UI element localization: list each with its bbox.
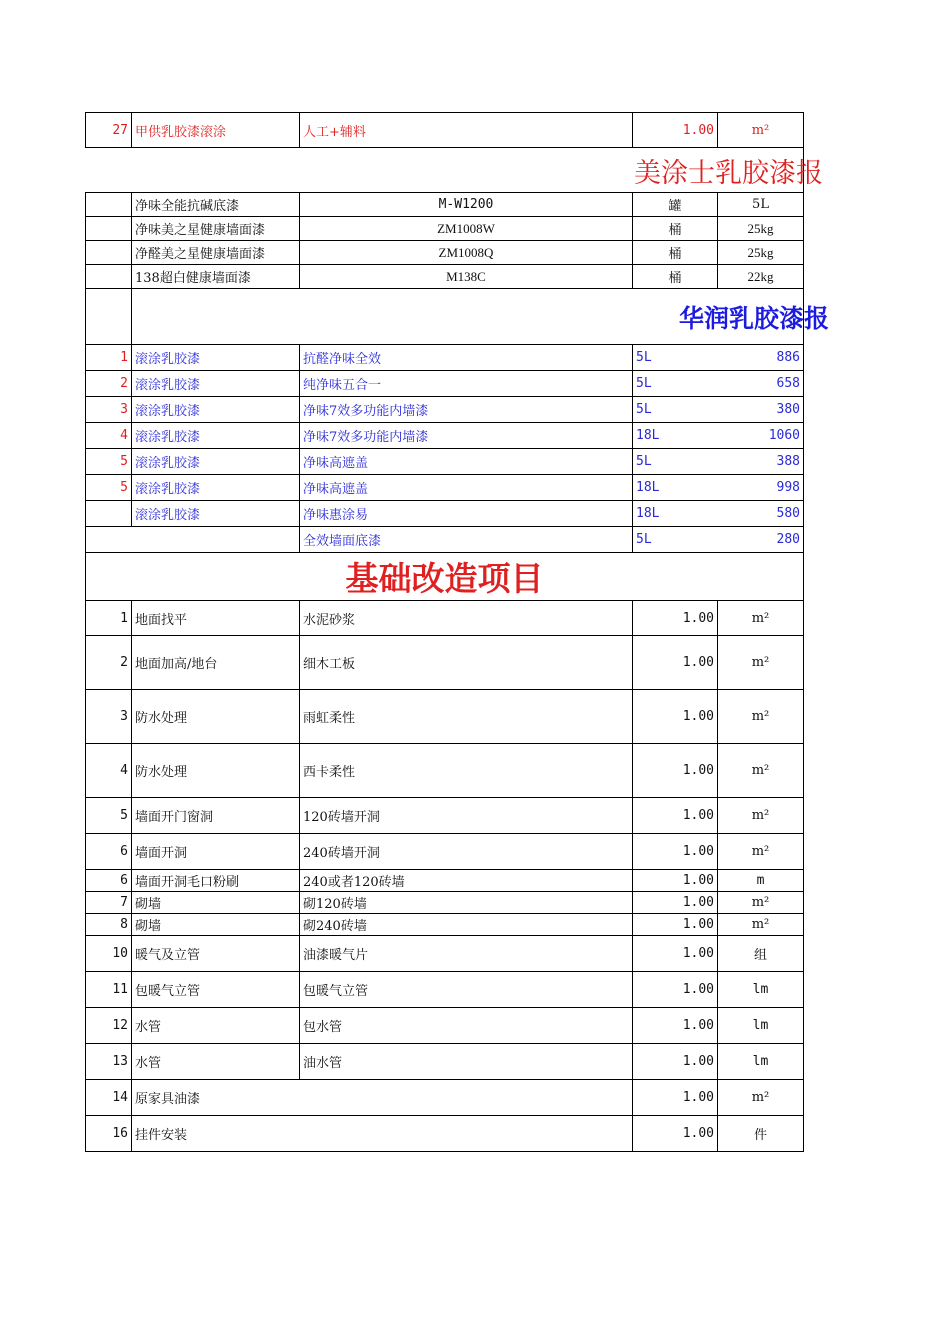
row-number: 5 [86,449,132,475]
product-spec: 18L [633,475,718,501]
table-row [86,1044,804,1080]
product-name: 净味7效多功能内墙漆 [300,397,633,423]
row-number: 4 [86,423,132,449]
product-pack: 罐 [633,193,718,217]
item-material: 水泥砂浆 [300,601,633,636]
product-price: 658 [718,371,804,397]
item-name: 甲供乳胶漆滚涂 [132,113,300,148]
item-qty: 1.00 [633,914,718,936]
quote-sheet [85,112,829,1152]
product-price: 886 [718,345,804,371]
table-row [86,1080,804,1116]
item-qty: 1.00 [633,601,718,636]
section-title-meitushi: 美涂士乳胶漆报 [634,157,823,189]
item-name: 墙面开洞 [132,834,300,870]
item-unit: m² [718,601,804,636]
item-unit: lm [718,1008,804,1044]
item-unit: m² [718,744,804,798]
product-name: 净味美之星健康墙面漆 [132,217,300,241]
item-unit: m² [718,636,804,690]
table-row [86,423,804,449]
table-row [86,265,804,289]
item-name: 滚涂乳胶漆 [132,449,300,475]
item-material: 雨虹柔性 [300,690,633,744]
row-number: 11 [86,972,132,1008]
product-pack: 桶 [633,241,718,265]
item-unit: m² [718,690,804,744]
table-row [86,892,804,914]
item-unit: m² [718,1080,804,1116]
item-qty: 1.00 [633,936,718,972]
item-material: 240或者120砖墙 [300,870,633,892]
row-number: 3 [86,690,132,744]
table-row [86,371,804,397]
section-title-row [86,553,804,601]
row-number: 4 [86,744,132,798]
item-qty: 1.00 [633,690,718,744]
section-title-base: 基础改造项目 [345,559,544,598]
product-model: M138C [300,265,633,289]
item-name: 地面加高/地台 [132,636,300,690]
row-number: 5 [86,475,132,501]
item-name: 水管 [132,1044,300,1080]
item-name: 包暖气立管 [132,972,300,1008]
section-title-row [86,289,804,345]
table-row [86,217,804,241]
product-size: 25kg [718,217,804,241]
item-name: 滚涂乳胶漆 [132,397,300,423]
item-material: 人工+辅料 [300,113,633,148]
item-name: 滚涂乳胶漆 [132,371,300,397]
row-number: 10 [86,936,132,972]
product-price: 998 [718,475,804,501]
item-name: 滚涂乳胶漆 [132,475,300,501]
item-unit: lm [718,1044,804,1080]
item-qty: 1.00 [633,1080,718,1116]
row-number: 6 [86,834,132,870]
section-title-huarun: 华润乳胶漆报 [678,303,829,333]
item-qty: 1.00 [633,636,718,690]
item-name: 滚涂乳胶漆 [132,501,300,527]
item-material: 西卡柔性 [300,744,633,798]
table-row [86,601,804,636]
product-price: 280 [718,527,804,553]
table-row [86,241,804,265]
item-qty: 1.00 [633,1044,718,1080]
item-unit: 件 [718,1116,804,1152]
item-material: 油漆暖气片 [300,936,633,972]
item-name: 地面找平 [132,601,300,636]
item-name: 原家具油漆 [132,1080,633,1116]
item-material: 砌240砖墙 [300,914,633,936]
row-number: 2 [86,371,132,397]
item-material: 包水管 [300,1008,633,1044]
item-name: 砌墙 [132,892,300,914]
item-qty: 1.00 [633,113,718,148]
product-model: ZM1008Q [300,241,633,265]
item-name: 挂件安装 [132,1116,633,1152]
item-material: 240砖墙开洞 [300,834,633,870]
item-name: 暖气及立管 [132,936,300,972]
item-qty: 1.00 [633,834,718,870]
row-number: 1 [86,345,132,371]
item-qty: 1.00 [633,892,718,914]
product-name: 138超白健康墙面漆 [132,265,300,289]
product-size: 25kg [718,241,804,265]
section-title-row [86,148,804,193]
product-name: 净味7效多功能内墙漆 [300,423,633,449]
table-row [86,501,804,527]
row-number: 8 [86,914,132,936]
product-price: 580 [718,501,804,527]
product-name: 纯净味五合一 [300,371,633,397]
table-row [86,914,804,936]
item-material: 砌120砖墙 [300,892,633,914]
row-number: 3 [86,397,132,423]
product-spec: 5L [633,527,718,553]
product-spec: 5L [633,345,718,371]
item-unit: m [718,870,804,892]
row-number: 13 [86,1044,132,1080]
table-row [86,690,804,744]
row-number: 6 [86,870,132,892]
item-name: 砌墙 [132,914,300,936]
product-name: 净味高遮盖 [300,449,633,475]
item-unit: m² [718,113,804,148]
table-row [86,798,804,834]
product-size: 5L [718,193,804,217]
row-number: 1 [86,601,132,636]
row-number: 14 [86,1080,132,1116]
row-number: 16 [86,1116,132,1152]
item-unit: m² [718,834,804,870]
item-name: 滚涂乳胶漆 [132,423,300,449]
table-row [86,397,804,423]
product-name: 净味惠涂易 [300,501,633,527]
table-row [86,870,804,892]
table-row [86,1116,804,1152]
item-name: 防水处理 [132,744,300,798]
item-qty: 1.00 [633,1116,718,1152]
item-name: 墙面开洞毛口粉刷 [132,870,300,892]
row-number: 5 [86,798,132,834]
item-qty: 1.00 [633,870,718,892]
product-name: 净味高遮盖 [300,475,633,501]
item-name: 墙面开门窗洞 [132,798,300,834]
product-name: 净味全能抗碱底漆 [132,193,300,217]
item-unit: m² [718,914,804,936]
item-unit: m² [718,798,804,834]
row-number: 12 [86,1008,132,1044]
item-unit: m² [718,892,804,914]
table-row [86,636,804,690]
product-name: 全效墙面底漆 [300,527,633,553]
table-row [86,345,804,371]
table-row [86,193,804,217]
product-price: 1060 [718,423,804,449]
item-unit: lm [718,972,804,1008]
item-name: 滚涂乳胶漆 [132,345,300,371]
product-spec: 5L [633,449,718,475]
product-price: 380 [718,397,804,423]
table-row [86,834,804,870]
item-qty: 1.00 [633,798,718,834]
item-material: 油水管 [300,1044,633,1080]
row-number: 7 [86,892,132,914]
row-number: 2 [86,636,132,690]
item-qty: 1.00 [633,744,718,798]
item-qty: 1.00 [633,972,718,1008]
item-material: 120砖墙开洞 [300,798,633,834]
table-row [86,449,804,475]
product-spec: 18L [633,423,718,449]
table-row [86,972,804,1008]
product-model: M-W1200 [300,193,633,217]
item-name: 防水处理 [132,690,300,744]
product-spec: 18L [633,501,718,527]
row-number [86,501,132,527]
product-pack: 桶 [633,217,718,241]
item-name: 水管 [132,1008,300,1044]
product-size: 22kg [718,265,804,289]
table-row [86,475,804,501]
product-model: ZM1008W [300,217,633,241]
item-qty: 1.00 [633,1008,718,1044]
item-material: 包暖气立管 [300,972,633,1008]
product-name: 抗醛净味全效 [300,345,633,371]
item-material: 细木工板 [300,636,633,690]
product-name: 净醛美之星健康墙面漆 [132,241,300,265]
table-row [86,527,804,553]
table-row [86,744,804,798]
row-number: 27 [86,113,132,148]
table-row [86,1008,804,1044]
product-pack: 桶 [633,265,718,289]
table-row [86,113,804,148]
table-row [86,936,804,972]
product-price: 388 [718,449,804,475]
product-spec: 5L [633,371,718,397]
item-unit: 组 [718,936,804,972]
product-spec: 5L [633,397,718,423]
